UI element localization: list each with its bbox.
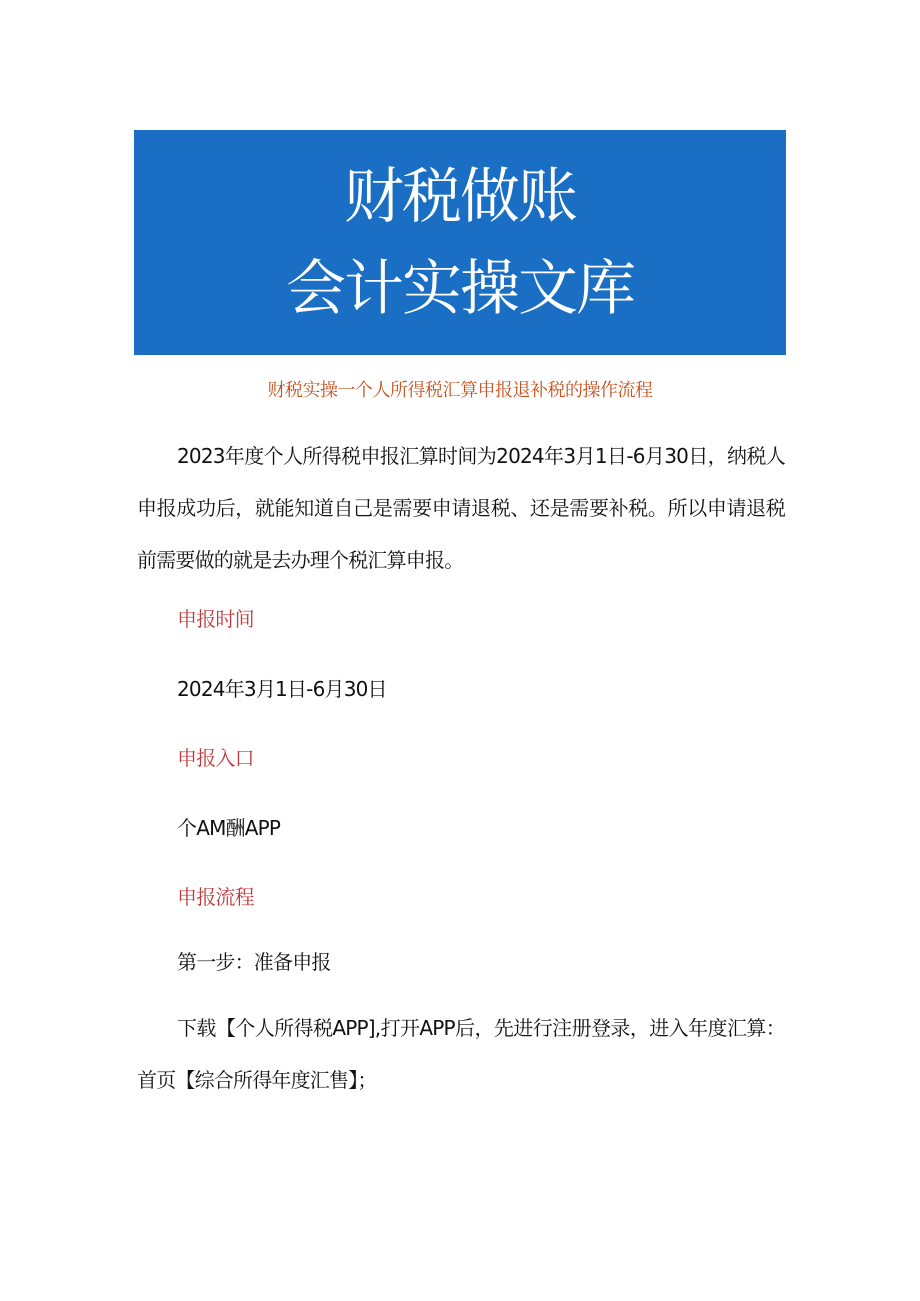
header-banner xyxy=(134,130,786,355)
step1-body: 下载【个人所得税APP],打开APP后，先进行注册登录，进入年度汇算：首页【综合所得年度汇售】； xyxy=(137,1016,785,1092)
section-heading-entry: 申报入口 xyxy=(177,746,254,770)
banner-title-line2: 会计实操文库 xyxy=(286,253,634,324)
intro-paragraph: 2023年度个人所得税申报汇算时间为2024年3月1日-6月30日，纳税人申报成功后，就能知道自己是需要申请退税、还是需要补税。所以申请退税前需要做的就是去办理个税汇算申报。 xyxy=(137,444,785,572)
banner-title-line1: 财税做账 xyxy=(344,161,576,232)
section-value-entry: 个AM酬APP xyxy=(177,816,281,840)
document-title: 财税实操一个人所得税汇算申报退补税的操作流程 xyxy=(267,380,653,401)
section-heading-flow: 申报流程 xyxy=(177,885,254,909)
section-value-time: 2024年3月1日-6月30日 xyxy=(177,677,387,701)
section-heading-time: 申报时间 xyxy=(177,607,254,631)
step1-title: 第一步：准备申报 xyxy=(177,950,331,974)
